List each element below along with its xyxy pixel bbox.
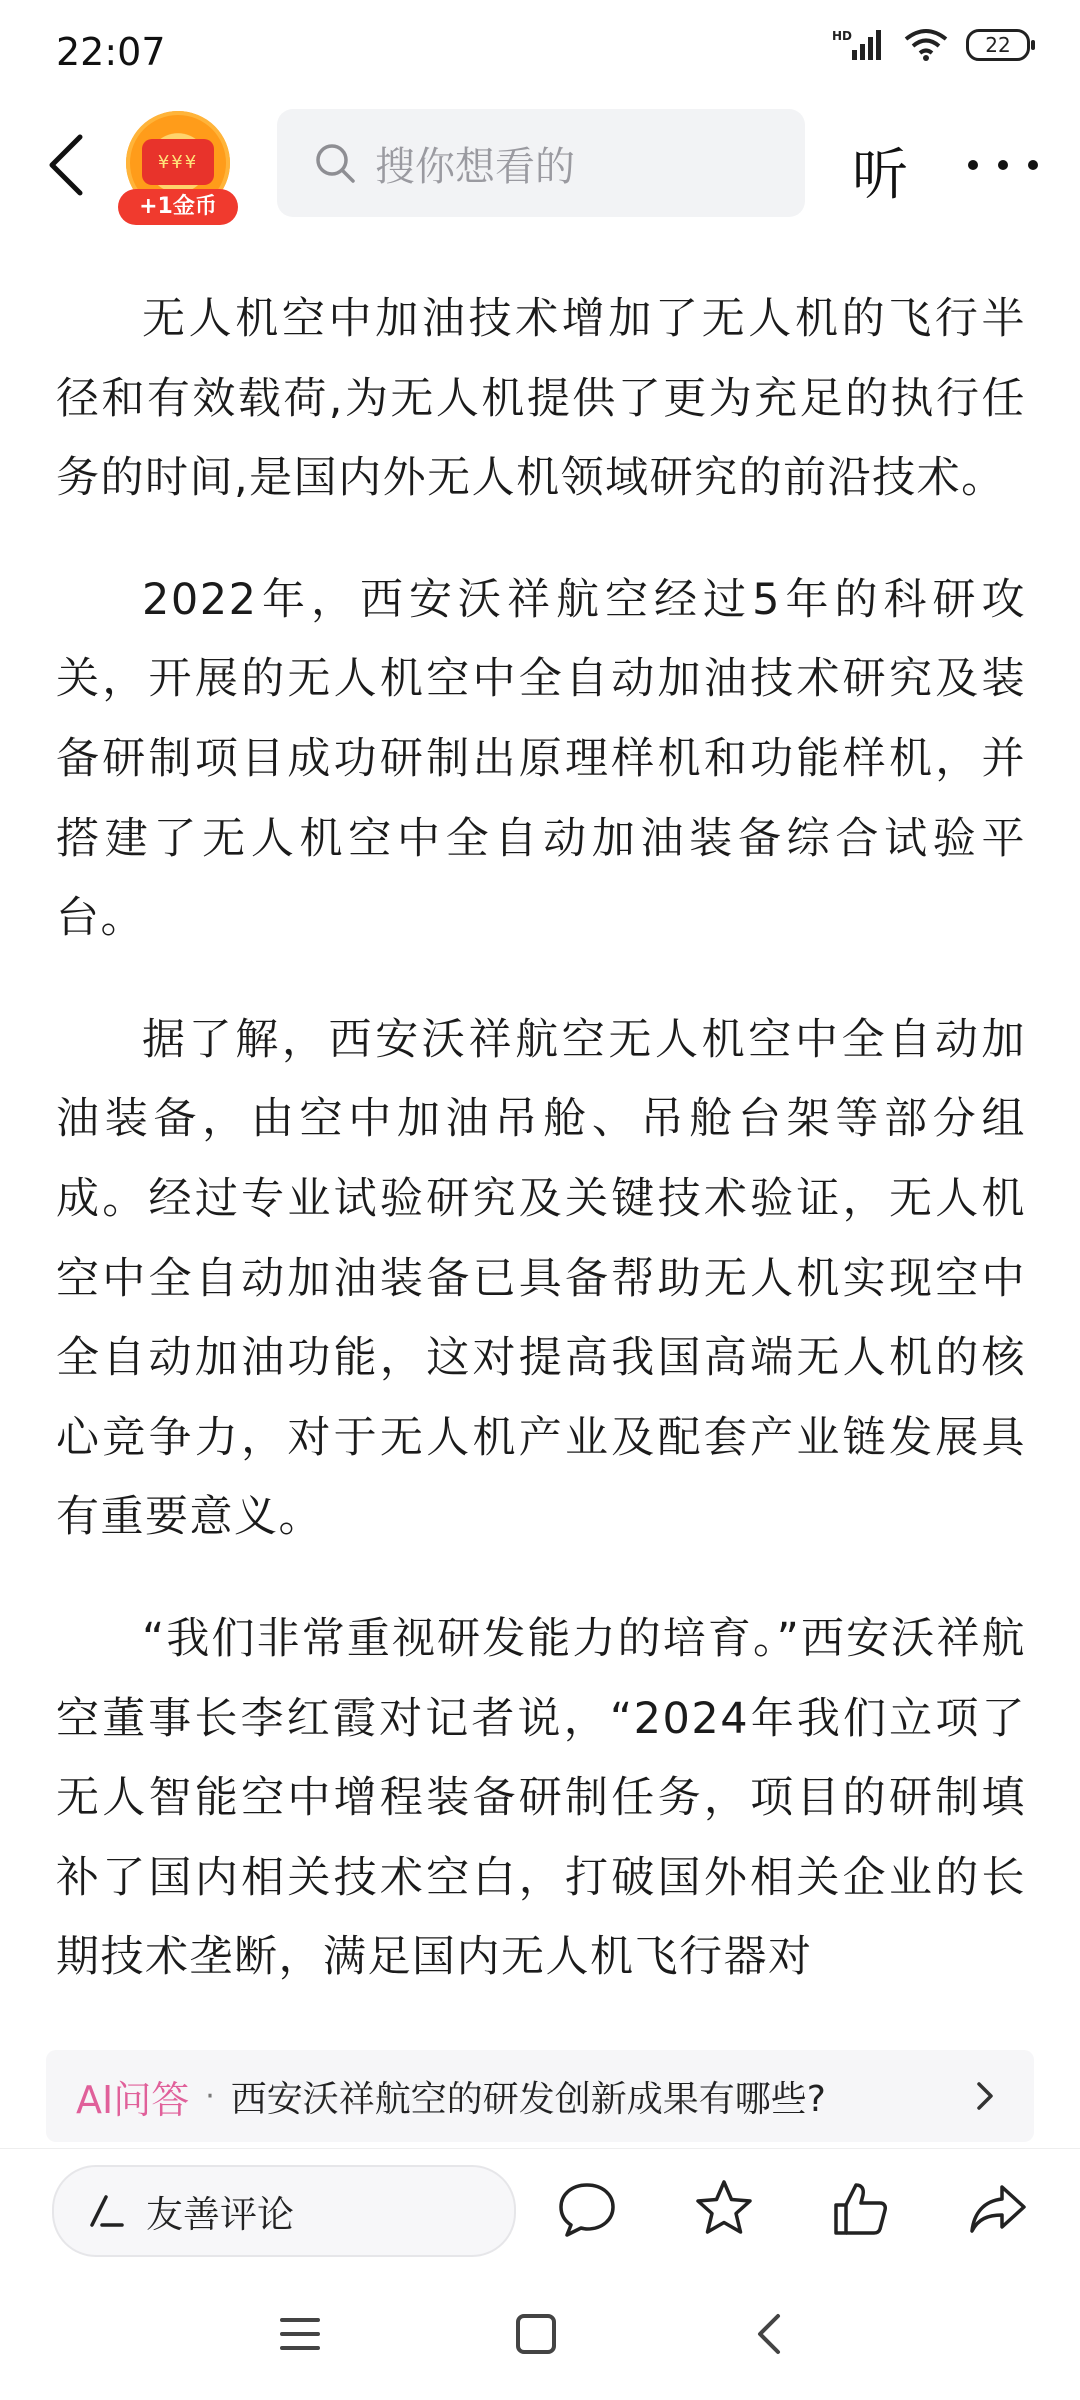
- status-bar: [0, 0, 1080, 110]
- top-bar: [0, 105, 1080, 225]
- search-placeholder: 搜你想看的: [375, 143, 575, 190]
- ai-separator: ·: [205, 2078, 215, 2114]
- bottom-toolbar: [0, 2148, 1080, 2269]
- back-nav-icon[interactable]: [744, 2308, 796, 2360]
- search-icon: [313, 141, 357, 185]
- wifi-icon: [904, 28, 948, 62]
- article-paragraph: 2022年，西安沃祥航空经过5年的科研攻关，开展的无人机空中全自动加油技术研究及装备研制项目成功研制出原理样机和功能样机，并搭建了无人机空中全自动加油装备综合试验平台。: [56, 574, 1026, 944]
- article-paragraph: 无人机空中加油技术增加了无人机的飞行半径和有效载荷,为无人机提供了更为充足的执行任务的时间,是国内外无人机领域研究的前沿技术。: [56, 294, 1026, 504]
- status-icons: [832, 28, 1030, 62]
- menu-icon[interactable]: [274, 2308, 326, 2360]
- more-options-icon[interactable]: [968, 135, 1038, 195]
- coin-reward-label: +1金币: [118, 189, 238, 225]
- battery-indicator: [966, 29, 1030, 61]
- comment-input[interactable]: [52, 2165, 516, 2257]
- comment-bubble-icon[interactable]: [555, 2177, 619, 2241]
- star-icon[interactable]: [692, 2177, 756, 2241]
- ai-question-bar[interactable]: [46, 2050, 1034, 2142]
- comment-placeholder: 友善评论: [146, 2193, 294, 2236]
- status-time: 22:07: [56, 30, 166, 74]
- search-input[interactable]: [277, 109, 805, 217]
- back-arrow-icon[interactable]: [38, 129, 98, 201]
- share-icon[interactable]: [966, 2177, 1030, 2241]
- article-paragraph: 据了解，西安沃祥航空无人机空中全自动加油装备，由空中加油吊舱、吊舱台架等部分组成。经过专业试验研究及关键技术验证，无人机空中全自动加油装备已具备帮助无人机实现空中全自动加油功能，这对提高我国高端无人机的核心竞争力，对于无人机产业及配套产业链发展具有重要意义。: [56, 1014, 1026, 1543]
- system-nav-bar: [0, 2268, 1080, 2400]
- ai-label: AI问答: [76, 2077, 190, 2122]
- network-label: HD: [832, 29, 853, 43]
- chevron-right-icon: [970, 2076, 1000, 2116]
- thumbs-up-icon[interactable]: [828, 2177, 892, 2241]
- ai-question-text: 西安沃祥航空的研发创新成果有哪些?: [230, 2078, 826, 2120]
- signal-icon: [832, 28, 886, 62]
- listen-button[interactable]: 听: [852, 143, 908, 208]
- pen-icon: [86, 2191, 126, 2231]
- article-paragraph: “我们非常重视研发能力的培育。”西安沃祥航空董事长李红霞对记者说，“2024年我们立项了无人智能空中增程装备研制任务，项目的研制填补了国内相关技术空白，打破国外相关企业的长期技术垄断，满足国内无人机飞行器对: [56, 1613, 1026, 1983]
- coin-chest-icon: ¥¥¥: [142, 139, 214, 185]
- home-square-icon[interactable]: [510, 2308, 562, 2360]
- article-body: [56, 280, 1026, 2050]
- battery-level: 22: [985, 33, 1011, 57]
- coin-reward-badge[interactable]: [118, 111, 238, 221]
